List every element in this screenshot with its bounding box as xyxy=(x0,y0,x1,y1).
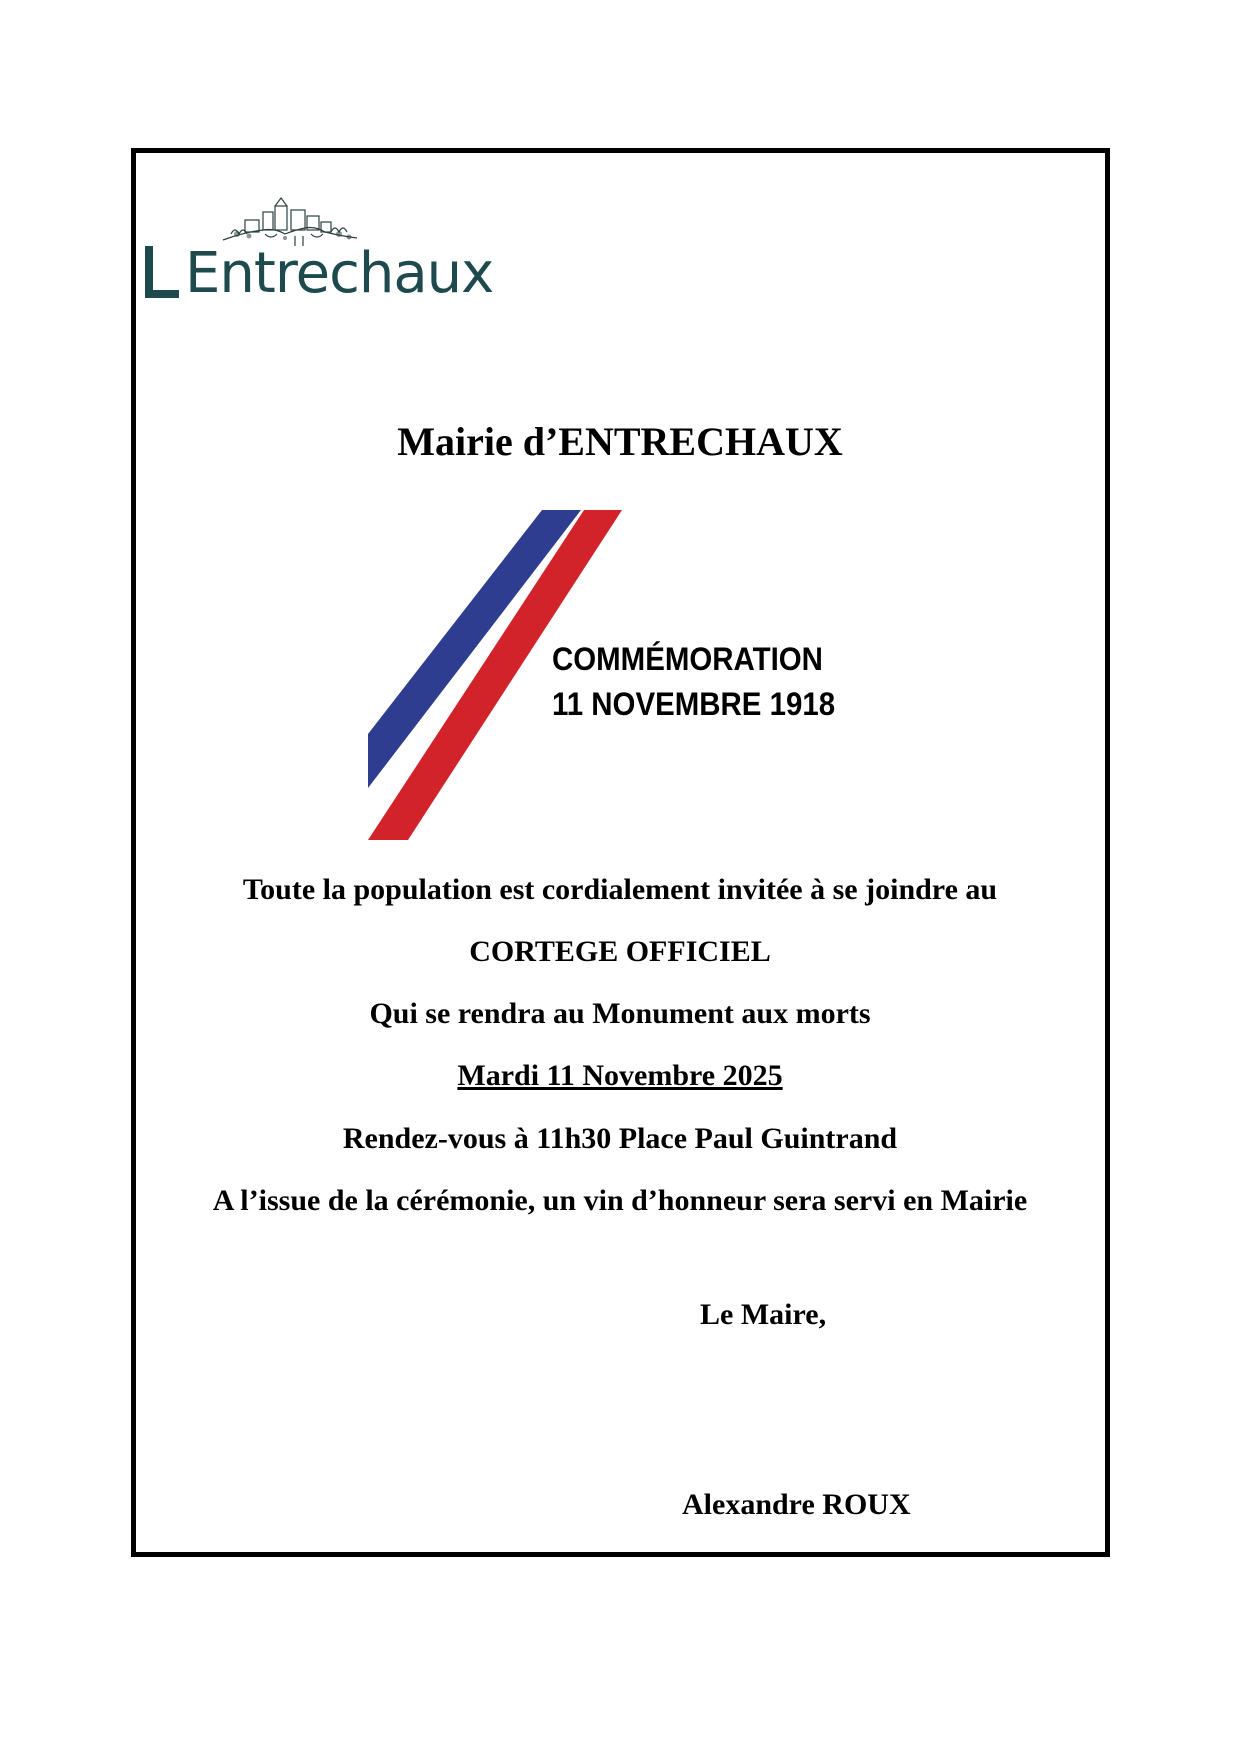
event-date: Mardi 11 Novembre 2025 xyxy=(457,1059,783,1092)
monument-line: Qui se rendra au Monument aux morts xyxy=(369,997,871,1030)
reception-line: A l’issue de la cérémonie, un vin d’honneur sera servi en Mairie xyxy=(212,1184,1028,1217)
date-line xyxy=(0,1058,1240,1094)
logo-wordmark: Entrechaux xyxy=(185,241,494,306)
entrechaux-logo xyxy=(145,188,494,313)
page-border xyxy=(131,148,1110,1557)
commemoration-banner xyxy=(552,637,835,727)
page-title: Mairie d’ENTRECHAUX xyxy=(397,419,843,464)
cortege-line: CORTEGE OFFICIEL xyxy=(469,935,771,968)
invitation-line: Toute la population est cordialement invitée à se joindre au xyxy=(242,873,998,906)
banner-line-1: COMMÉMORATION xyxy=(552,641,823,677)
signature-role: Le Maire, xyxy=(700,1298,827,1331)
banner-line-2: 11 NOVEMBRE 1918 xyxy=(552,686,836,722)
blue-stripe xyxy=(368,510,581,788)
signature-name: Alexandre ROUX xyxy=(682,1488,911,1521)
meeting-line: Rendez-vous à 11h30 Place Paul Guintrand xyxy=(342,1122,898,1155)
